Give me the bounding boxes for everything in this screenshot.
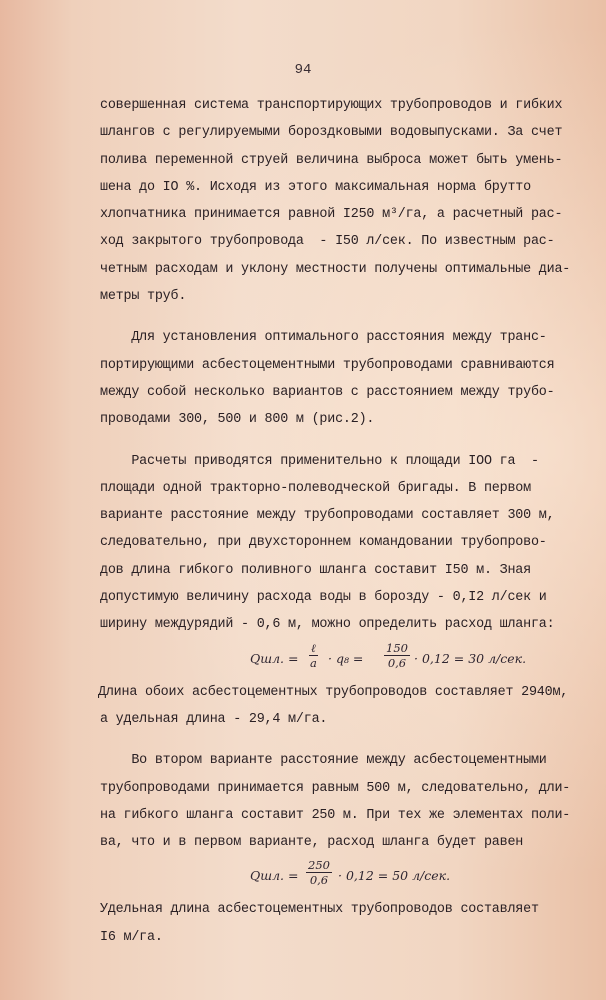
text-line: дов длина гибкого поливного шланга составит I50 м. Зная	[100, 562, 531, 578]
text-line: совершенная система транспортирующих трубопроводов и гибких	[100, 98, 563, 113]
text-line: Длина обоих асбестоцементных трубопроводов составляет 2940м,	[98, 684, 569, 700]
paragraph-2	[100, 324, 570, 433]
text-line: Удельная длина асбестоцементных трубопроводов составляет	[100, 902, 539, 918]
text-line: ва, что и в первом варианте, расход шланга будет равен	[100, 835, 524, 851]
paragraph-5	[100, 747, 570, 856]
page-number: 94	[294, 62, 312, 78]
text-line: допустимую величину расхода воды в борозду - 0,I2 л/сек и	[100, 590, 547, 606]
text-line: Во втором варианте расстояние между асбестоцементными	[100, 753, 547, 769]
fraction-denominator: 0,6	[309, 873, 329, 888]
text-line: проводами 300, 500 и 800 м (рис.2).	[100, 412, 375, 428]
fraction-denominator: 0,6	[387, 655, 407, 670]
formula-lhs: Qшл. =	[250, 650, 299, 666]
formula-hose-flow-1	[100, 639, 570, 679]
formula-mid: · q₈ =	[328, 650, 364, 666]
formula-rhs: · 0,12 = 50 л/сек.	[338, 868, 451, 884]
text-line: трубопроводами принимается равным 500 м, следовательно, дли-	[100, 780, 571, 796]
text-line: шена до IO %. Исходя из этого максимальная норма брутто	[100, 179, 531, 195]
fraction-numerator: 150	[386, 640, 408, 655]
text-line: ширину междурядий - 0,6 м, можно определить расход шланга:	[100, 617, 555, 633]
text-line: хлопчатника принимается равной I250 м³/га, а расчетный рас-	[100, 207, 563, 223]
text-line: между собой несколько вариантов с расстоянием между трубо-	[100, 384, 555, 400]
text-line: метры труб.	[100, 289, 187, 305]
paragraph-6	[100, 896, 570, 951]
text-line: I6 м/га.	[100, 929, 163, 945]
text-line: полива переменной струей величина выброса может быть умень-	[100, 152, 563, 168]
fraction-denominator: a	[310, 655, 317, 670]
fraction-250-over-06	[306, 858, 332, 887]
fraction-numerator: ℓ	[311, 640, 316, 655]
text-line: портирующими асбестоцементными трубопроводами сравниваются	[100, 357, 555, 373]
text-line: на гибкого шланга составит 250 м. При тех же элементах поли-	[100, 807, 571, 823]
text-line: площади одной тракторно-полеводческой бригады. В первом	[100, 480, 531, 496]
paragraph-3	[100, 448, 570, 639]
fraction-numerator: 250	[308, 858, 330, 873]
paragraph-4	[100, 679, 570, 734]
formula-rhs: · 0,12 = 30 л/сек.	[414, 650, 527, 666]
text-line: следовательно, при двухстороннем командовании трубопрово-	[100, 535, 547, 551]
formula-lhs: Qшл. =	[250, 868, 299, 884]
text-line: шлангов с регулируемыми бороздковыми водовыпусками. За счет	[100, 125, 563, 141]
body-text	[100, 92, 570, 951]
formula-hose-flow-2	[100, 856, 570, 896]
fraction-150-over-06	[384, 641, 410, 670]
fraction-l-over-a	[308, 641, 319, 670]
text-line: ход закрытого трубопровода - I50 л/сек. По известным рас-	[100, 234, 555, 250]
text-line: а удельная длина - 29,4 м/га.	[100, 711, 328, 727]
text-line: Расчеты приводятся применительно к площади IOO га -	[100, 453, 539, 469]
text-line: варианте расстояние между трубопроводами составляет 300 м,	[100, 508, 555, 524]
text-line: четным расходам и уклону местности получены оптимальные диа-	[100, 261, 571, 277]
paragraph-1	[100, 92, 570, 310]
text-line: Для установления оптимального расстояния между транс-	[100, 330, 547, 346]
